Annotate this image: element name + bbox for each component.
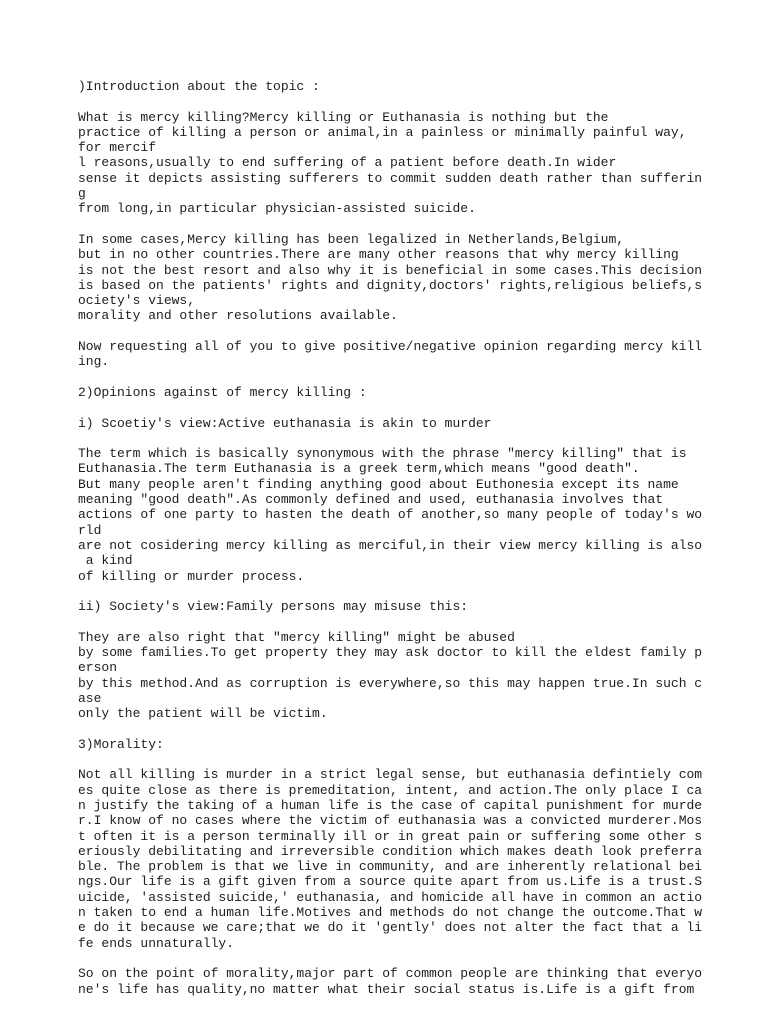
paragraph bbox=[78, 385, 758, 400]
text-line: only the patient will be victim. bbox=[78, 706, 328, 722]
paragraph bbox=[78, 339, 758, 370]
text-line: So on the point of morality,major part of common people are thinking that everyo bbox=[78, 966, 703, 982]
text-line: r.I know of no cases where the victim of euthanasia was a convicted murderer.Mos bbox=[78, 813, 703, 829]
text-line: are not cosidering mercy killing as merciful,in their view mercy killing is also bbox=[78, 537, 703, 553]
text-line: by this method.And as corruption is everywhere,so this may happen true.In such c bbox=[78, 675, 703, 691]
text-line: l reasons,usually to end suffering of a patient before death.In wider bbox=[78, 155, 617, 171]
paragraph bbox=[78, 110, 758, 217]
text-line: rld bbox=[78, 522, 102, 538]
text-line: But many people aren't finding anything good about Euthonesia except its name bbox=[78, 476, 679, 492]
text-line: 2)Opinions against of mercy killing : bbox=[78, 384, 367, 400]
text-line: actions of one party to hasten the death of another,so many people of today's wo bbox=[78, 507, 703, 523]
text-line: for mercif bbox=[78, 140, 157, 156]
paragraph bbox=[78, 79, 758, 94]
text-line: 3)Morality: bbox=[78, 736, 164, 752]
text-line: ngs.Our life is a gift given from a source quite apart from us.Life is a trust.S bbox=[78, 874, 703, 890]
paragraph bbox=[78, 767, 758, 951]
text-line: of killing or murder process. bbox=[78, 568, 305, 584]
text-line: a kind bbox=[78, 553, 133, 569]
paragraph bbox=[78, 966, 758, 997]
text-line: )Introduction about the topic : bbox=[78, 79, 320, 94]
text-line: by some families.To get property they may ask doctor to kill the eldest family p bbox=[78, 644, 703, 660]
text-line: ase bbox=[78, 690, 102, 706]
text-line: es quite close as there is premeditation, intent, and action.The only place I ca bbox=[78, 782, 703, 798]
text-line: In some cases,Mercy killing has been legalized in Netherlands,Belgium, bbox=[78, 231, 625, 247]
text-line: is based on the patients' rights and dignity,doctors' rights,religious beliefs,s bbox=[78, 277, 703, 293]
text-line: n justify the taking of a human life is the case of capital punishment for murde bbox=[78, 797, 703, 813]
text-line: ociety's views, bbox=[78, 293, 196, 309]
text-line: i) Scoetiy's view:Active euthanasia is akin to murder bbox=[78, 415, 492, 431]
paragraph bbox=[78, 737, 758, 752]
text-line: Not all killing is murder in a strict legal sense, but euthanasia defintiely com bbox=[78, 767, 703, 783]
text-line: uicide, 'assisted suicide,' euthanasia, and homicide all have in common an actio bbox=[78, 889, 703, 905]
text-line: n taken to end a human life.Motives and methods do not change the outcome.That w bbox=[78, 905, 703, 921]
text-line: is not the best resort and also why it is beneficial in some cases.This decision bbox=[78, 262, 703, 278]
paragraph bbox=[78, 416, 758, 431]
text-line: What is mercy killing?Mercy killing or Euthanasia is nothing but the bbox=[78, 109, 609, 125]
text-line: morality and other resolutions available. bbox=[78, 308, 398, 324]
text-line: eriously debilitating and irreversible condition which makes death look preferra bbox=[78, 843, 703, 859]
text-line: fe ends unnaturally. bbox=[78, 935, 235, 951]
text-line: ne's life has quality,no matter what their social status is.Life is a gift from bbox=[78, 981, 695, 997]
text-line: The term which is basically synonymous with the phrase "mercy killing" that is bbox=[78, 446, 687, 462]
text-line: but in no other countries.There are many other reasons that why mercy killing bbox=[78, 247, 679, 263]
text-line: t often it is a person terminally ill or in great pain or suffering some other s bbox=[78, 828, 703, 844]
text-line: erson bbox=[78, 660, 118, 676]
text-line: from long,in particular physician-assisted suicide. bbox=[78, 201, 476, 217]
paragraph bbox=[78, 599, 758, 614]
text-line: ing. bbox=[78, 354, 110, 370]
document-body bbox=[78, 79, 758, 1012]
paragraph bbox=[78, 630, 758, 722]
paragraph bbox=[78, 446, 758, 584]
text-line: meaning "good death".As commonly defined and used, euthanasia involves that bbox=[78, 492, 664, 508]
text-line: sense it depicts assisting sufferers to commit sudden death rather than sufferin bbox=[78, 170, 703, 186]
text-line: ble. The problem is that we live in community, and are inherently relational bei bbox=[78, 859, 703, 875]
paragraph bbox=[78, 232, 758, 324]
text-line: practice of killing a person or animal,in a painless or minimally painful way, bbox=[78, 124, 687, 140]
text-line: Euthanasia.The term Euthanasia is a greek term,which means "good death". bbox=[78, 461, 640, 477]
text-line: e do it because we care;that we do it 'gently' does not alter the fact that a li bbox=[78, 920, 703, 936]
text-line: Now requesting all of you to give positive/negative opinion regarding mercy kill bbox=[78, 339, 703, 355]
text-line: g bbox=[78, 186, 86, 202]
text-line: They are also right that "mercy killing" might be abused bbox=[78, 629, 515, 645]
text-line: ii) Society's view:Family persons may misuse this: bbox=[78, 599, 469, 615]
